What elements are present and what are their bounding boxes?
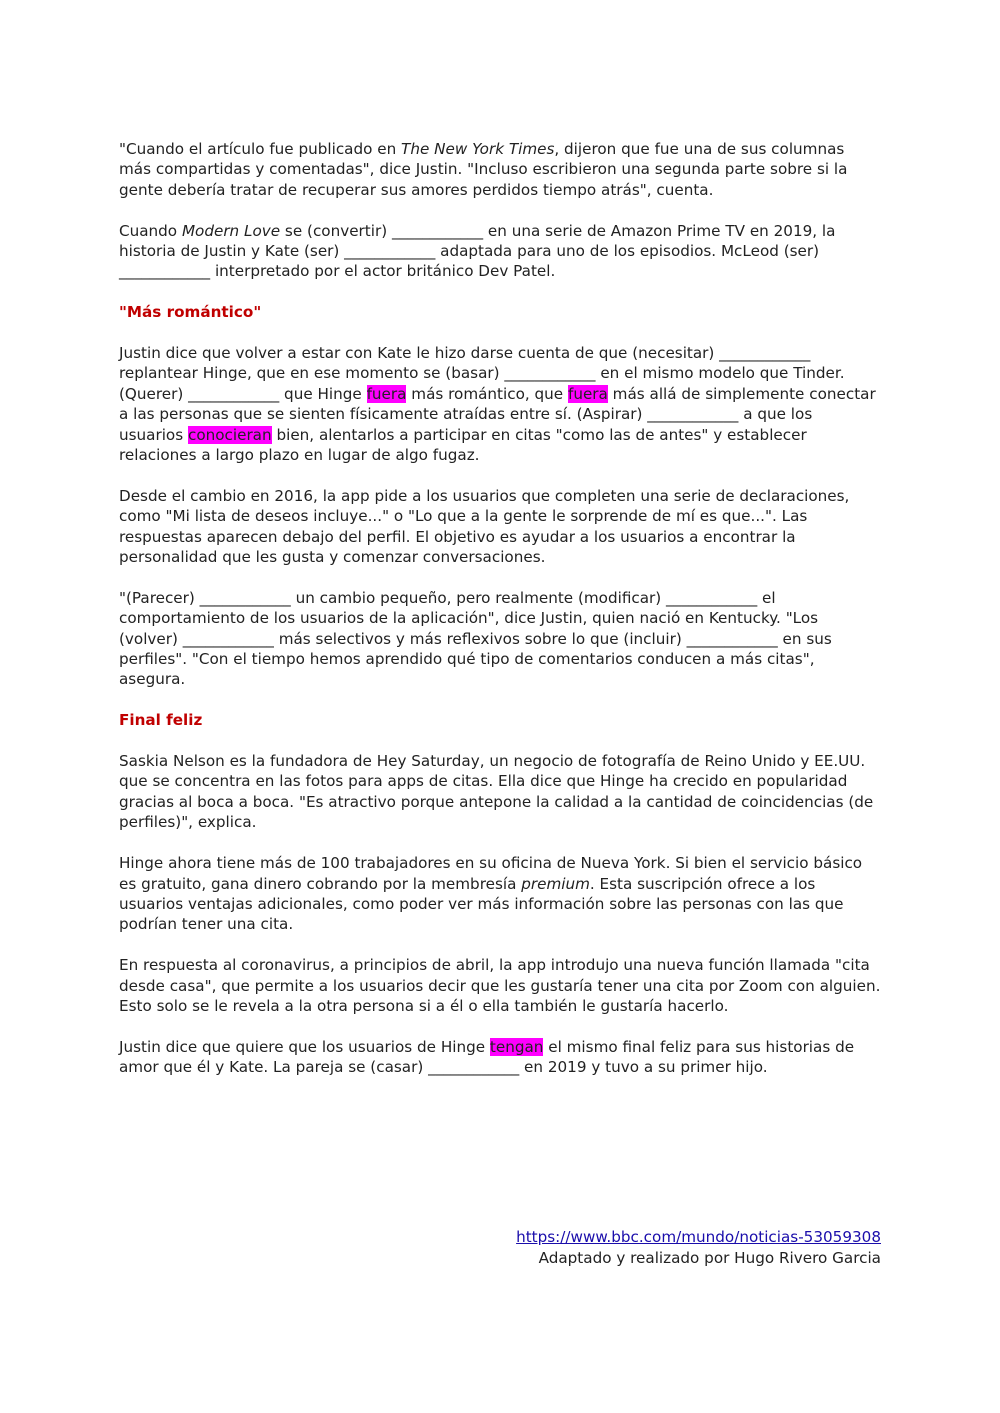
source-link[interactable]: https://www.bbc.com/mundo/noticias-53059308 [516, 1228, 881, 1246]
paragraph-2 [119, 221, 881, 282]
text-run: Cuando [119, 221, 182, 240]
text-run: bien, alentarlos a participar en citas "como las de antes" y establecer relaciones a largo plazo en lugar de algo fugaz. [119, 425, 807, 465]
text-run: "Cuando el artículo fue publicado en [119, 140, 402, 158]
paragraph-3 [119, 343, 881, 465]
section-heading-final-feliz: Final feliz [119, 711, 203, 730]
paragraph-8: En respuesta al coronavirus, a principios de abril, la app introdujo una nueva función llamada "cita desde casa", que permite a los usuarios decir que les gustaría tener una cita por Zoom con alguien. Esto solo se le revela a la otra persona si a él o ella también le gustaría hacerlo. [119, 956, 881, 1015]
author-credit: Adaptado y realizado por Hugo Rivero Garcia [538, 1248, 881, 1267]
document-body [119, 139, 881, 1098]
paragraph-1 [119, 139, 881, 200]
italic-title-modern-love: Modern Love [181, 221, 281, 240]
text-run: se (convertir) ____________ en una serie de Amazon Prime TV en 2019, la historia de Justin y Kate (ser) ____________ adaptada para uno de los episodios. McLeod (ser) ____________ interpretado por el actor británico Dev Patel. [119, 221, 836, 281]
paragraph-4: Desde el cambio en 2016, la app pide a los usuarios que completen una serie de declaraciones, como "Mi lista de deseos incluye..." o "Lo que a la gente le sorprende de mí es que...". Las respuestas aparecen debajo del perfil. El objetivo es ayudar a los usuarios a encontrar la personalidad que les gusta y comenzar conversaciones. [119, 486, 850, 567]
text-run: Justin dice que volver a estar con Kate le hizo darse cuenta de que (necesitar) ____________ replantear Hinge, que en ese momento se (basar) ____________ en el mismo modelo que Tinder. (Querer) ____________ que Hinge [119, 344, 845, 403]
highlighted-word: conocieran [187, 425, 272, 444]
text-run: más romántico, que [406, 384, 568, 403]
text-run: , dijeron que fue una de sus columnas más compartidas y comentadas", dice Justin. "Incluso escribieron una segunda parte sobre si la gente debería tratar de recuperar sus amores perdidos tiempo atrás", cuenta. [119, 140, 848, 199]
paragraph-6: Saskia Nelson es la fundadora de Hey Saturday, un negocio de fotografía de Reino Unido y EE.UU. que se concentra en las fotos para apps de citas. Ella dice que Hinge ha crecido en popularidad gracias al boca a boca. "Es atractivo porque antepone la calidad a la cantidad de coincidencias (de perfiles)", explica. [119, 752, 874, 832]
italic-title-nyt: The New York Times [401, 140, 555, 158]
text-run: Hinge ahora tiene más de 100 trabajadores en su oficina de Nueva York. Si bien el servicio básico es gratuito, gana dinero cobrando por la membresía [119, 854, 863, 893]
section-heading-mas-romantico: "Más romántico" [119, 303, 262, 322]
text-run: Justin dice que quiere que los usuarios de Hinge [119, 1037, 490, 1056]
highlighted-word: fuera [567, 384, 608, 403]
source-footer [516, 1227, 881, 1269]
highlighted-word: fuera [366, 384, 407, 403]
text-run: el mismo final feliz para sus historias de amor que él y Kate. La pareja se (casar) ____________ en 2019 y tuvo a su primer hijo. [119, 1037, 855, 1077]
text-run: más allá de simplemente conectar a las personas que se sienten físicamente atraídas entre sí. (Aspirar) ____________ a que los usuarios [119, 384, 876, 444]
italic-word-premium: premium [521, 874, 590, 893]
paragraph-9 [119, 1037, 881, 1078]
text-run: . Esta suscripción ofrece a los usuarios ventajas adicionales, como poder ver más información sobre las personas con las que podrían tener una cita. [119, 874, 844, 934]
paragraph-7 [119, 853, 881, 935]
highlighted-word: tengan [489, 1037, 544, 1056]
paragraph-5: "(Parecer) ____________ un cambio pequeño, pero realmente (modificar) ____________ el comportamiento de los usuarios de la aplicación", dice Justin, quien nació en Kentucky. "Los (volver) ____________ más selectivos y más reflexivos sobre lo que (incluir) ____________ en sus perfiles". "Con el tiempo hemos aprendido qué tipo de comentarios conducen a más citas", asegura. [119, 588, 832, 689]
